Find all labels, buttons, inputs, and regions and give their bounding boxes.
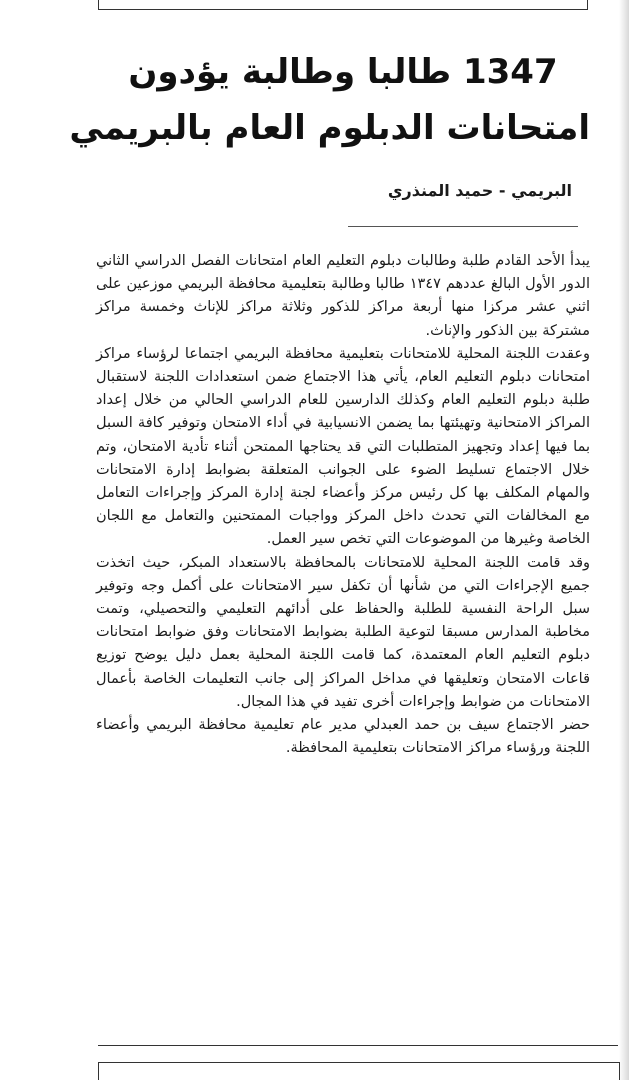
article-body bbox=[96, 250, 590, 760]
byline-divider bbox=[348, 226, 578, 227]
article bbox=[69, 44, 590, 204]
headline-line-2: امتحانات الدبلوم العام بالبريمي bbox=[69, 108, 590, 148]
page-edge-shadow bbox=[619, 0, 629, 1080]
paragraph-1: يبدأ الأحد القادم طلبة وطالبات دبلوم التعليم العام امتحانات الفصل الدراسي الثاني الدور الأول البالغ عددهم ١٣٤٧ طالبا وطالبة بتعليمية محافظة البريمي موزعين على اثني عشر مركزا منها أربعة مراكز للذكور وثلاثة مراكز للإناث وخمسة مراكز مشتركة بين الذكور والإناث. bbox=[96, 253, 590, 339]
top-frame bbox=[98, 0, 588, 10]
bottom-divider bbox=[98, 1045, 618, 1046]
paragraph-4: حضر الاجتماع سيف بن حمد العبدلي مدير عام تعليمية محافظة البريمي وأعضاء اللجنة ورؤساء مراكز الامتحانات بتعليمية المحافظة. bbox=[96, 717, 590, 757]
headline-line-1: 1347 طالبا وطالبة يؤدون bbox=[128, 52, 558, 92]
byline: البريمي - حميد المنذري bbox=[387, 181, 572, 200]
bottom-frame bbox=[98, 1062, 620, 1080]
headline bbox=[69, 44, 590, 156]
paragraph-2: وعقدت اللجنة المحلية للامتحانات بتعليمية محافظة البريمي اجتماعا لرؤساء مراكز امتحانات دبلوم التعليم العام، يأتي هذا الاجتماع ضمن استعدادات اللجنة لاستقبال طلبة دبلوم التعليم العام وكذلك الدارسين للعام الدراسي الحالي من خلال إعداد المراكز الامتحانية وتهيئتها بما يضمن الانسيابية في أداء الامتحان وتوفير كافة السبل بما فيها إعداد وتجهيز المتطلبات التي قد يحتاجها الممتحن أثناء تأدية الامتحان، وتم خلال الاجتماع تسليط الضوء على الجوانب المتعلقة بضوابط إدارة الامتحانات والمهام المكلف بها كل رئيس مركز وأعضاء لجنة إدارة المركز وإجراءات التعامل مع المخالفات التي تحدث داخل المركز وواجبات الممتحنين والتعامل مع اللجان الخاصة وغيرها من الموضوعات التي تخص سير العمل. bbox=[96, 345, 590, 548]
paragraph-3: وقد قامت اللجنة المحلية للامتحانات بالمحافظة بالاستعداد المبكر، حيث اتخذت جميع الإجراءات التي من شأنها أن تكفل سير الامتحانات على أكمل وجه وتوفير سبل الراحة النفسية للطلبة والحفاظ على أدائهم التعليمي والتحصيلي، وتمت مخاطبة المدارس مسبقا لتوعية الطلبة بضوابط الامتحانات وفق ضوابط امتحانات دبلوم التعليم العام المعتمدة، كما قامت اللجنة المحلية بعمل دليل يوضح توزيع قاعات الامتحان وتعليقها في مداخل المراكز إلى جانب التعليمات الخاصة بأعمال الامتحانات من ضوابط وإجراءات أخرى تفيد في هذا المجال. bbox=[96, 554, 590, 710]
byline-container bbox=[96, 178, 590, 204]
